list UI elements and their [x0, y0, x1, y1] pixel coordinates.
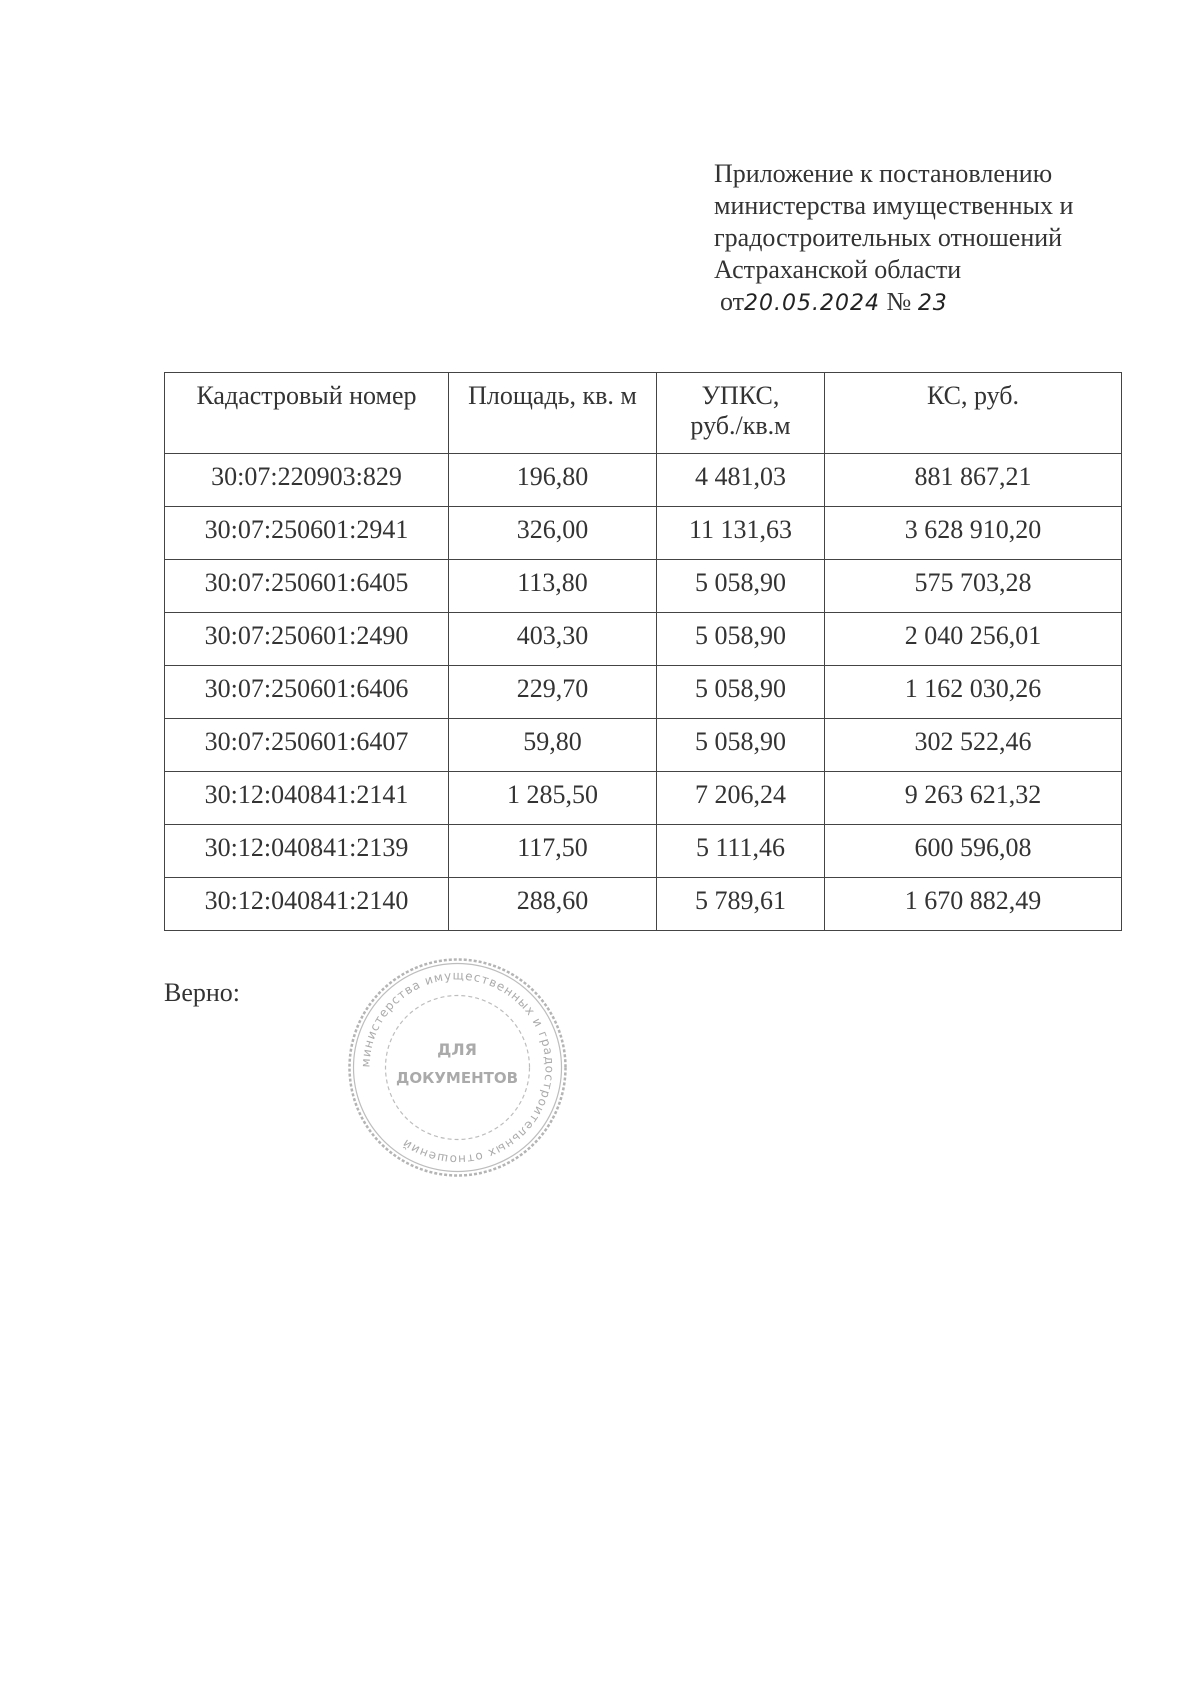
cell-ks: 1 670 882,49: [825, 878, 1122, 931]
cell-area: 229,70: [449, 666, 657, 719]
table-row: [165, 772, 1122, 825]
cell-area: 196,80: [449, 454, 657, 507]
cell-cadastral-number: 30:07:250601:6405: [165, 560, 449, 613]
table-row: [165, 613, 1122, 666]
handwritten-date: 20.05.2024: [744, 291, 880, 316]
cell-cadastral-number: 30:07:250601:6406: [165, 666, 449, 719]
verno-label: Верно:: [164, 978, 241, 1007]
table-body: [165, 454, 1122, 931]
cell-upks: 5 058,90: [657, 719, 825, 772]
cell-cadastral-number: 30:12:040841:2141: [165, 772, 449, 825]
handwritten-number: 23: [917, 291, 948, 316]
header-line-3: градостроительных отношений: [714, 223, 1063, 252]
cell-ks: 9 263 621,32: [825, 772, 1122, 825]
cell-upks: 5 058,90: [657, 666, 825, 719]
header-cadastral-number: Кадастровый номер: [165, 373, 449, 454]
header-upks: УПКС, руб./кв.м: [657, 373, 825, 454]
seal-ring-text: министерства имущественных и градостроительных отношений: [358, 968, 557, 1167]
cell-cadastral-number: 30:07:250601:2490: [165, 613, 449, 666]
header-date-line: [714, 286, 1184, 320]
cell-area: 403,30: [449, 613, 657, 666]
cell-cadastral-number: 30:12:040841:2139: [165, 825, 449, 878]
cell-upks: 5 111,46: [657, 825, 825, 878]
header-line-2: министерства имущественных и: [714, 191, 1074, 220]
header-line-4: Астраханской области: [714, 255, 962, 284]
table-row: [165, 878, 1122, 931]
cell-ks: 2 040 256,01: [825, 613, 1122, 666]
cell-area: 288,60: [449, 878, 657, 931]
seal-center-line2: ДОКУМЕНТОВ: [395, 1069, 519, 1087]
cell-area: 117,50: [449, 825, 657, 878]
header-area: Площадь, кв. м: [449, 373, 657, 454]
table-row: [165, 454, 1122, 507]
svg-text:министерства имущественных и г: [358, 968, 556, 1166]
cell-cadastral-number: 30:07:220903:829: [165, 454, 449, 507]
cell-ks: 302 522,46: [825, 719, 1122, 772]
cell-upks: 4 481,03: [657, 454, 825, 507]
cell-area: 1 285,50: [449, 772, 657, 825]
cell-cadastral-number: 30:12:040841:2140: [165, 878, 449, 931]
cell-area: 326,00: [449, 507, 657, 560]
number-prefix: №: [886, 287, 912, 316]
cell-area: 59,80: [449, 719, 657, 772]
header-line-1: Приложение к постановлению: [714, 159, 1053, 188]
appendix-header: [714, 158, 1184, 320]
cell-ks: 575 703,28: [825, 560, 1122, 613]
cell-area: 113,80: [449, 560, 657, 613]
cell-ks: 3 628 910,20: [825, 507, 1122, 560]
table-header-row: [165, 373, 1122, 454]
cadastral-value-table: [164, 372, 1122, 931]
cell-upks: 5 058,90: [657, 560, 825, 613]
cell-cadastral-number: 30:07:250601:2941: [165, 507, 449, 560]
table-row: [165, 825, 1122, 878]
date-prefix: от: [720, 287, 745, 316]
table-row: [165, 560, 1122, 613]
seal-center-line1: ДЛЯ: [437, 1040, 477, 1059]
cell-cadastral-number: 30:07:250601:6407: [165, 719, 449, 772]
header-ks: КС, руб.: [825, 373, 1122, 454]
cell-ks: 600 596,08: [825, 825, 1122, 878]
table-row: [165, 507, 1122, 560]
cell-ks: 881 867,21: [825, 454, 1122, 507]
official-seal: [345, 955, 570, 1180]
cell-upks: 5 789,61: [657, 878, 825, 931]
cell-ks: 1 162 030,26: [825, 666, 1122, 719]
table-row: [165, 666, 1122, 719]
cell-upks: 7 206,24: [657, 772, 825, 825]
cell-upks: 5 058,90: [657, 613, 825, 666]
table-row: [165, 719, 1122, 772]
cell-upks: 11 131,63: [657, 507, 825, 560]
